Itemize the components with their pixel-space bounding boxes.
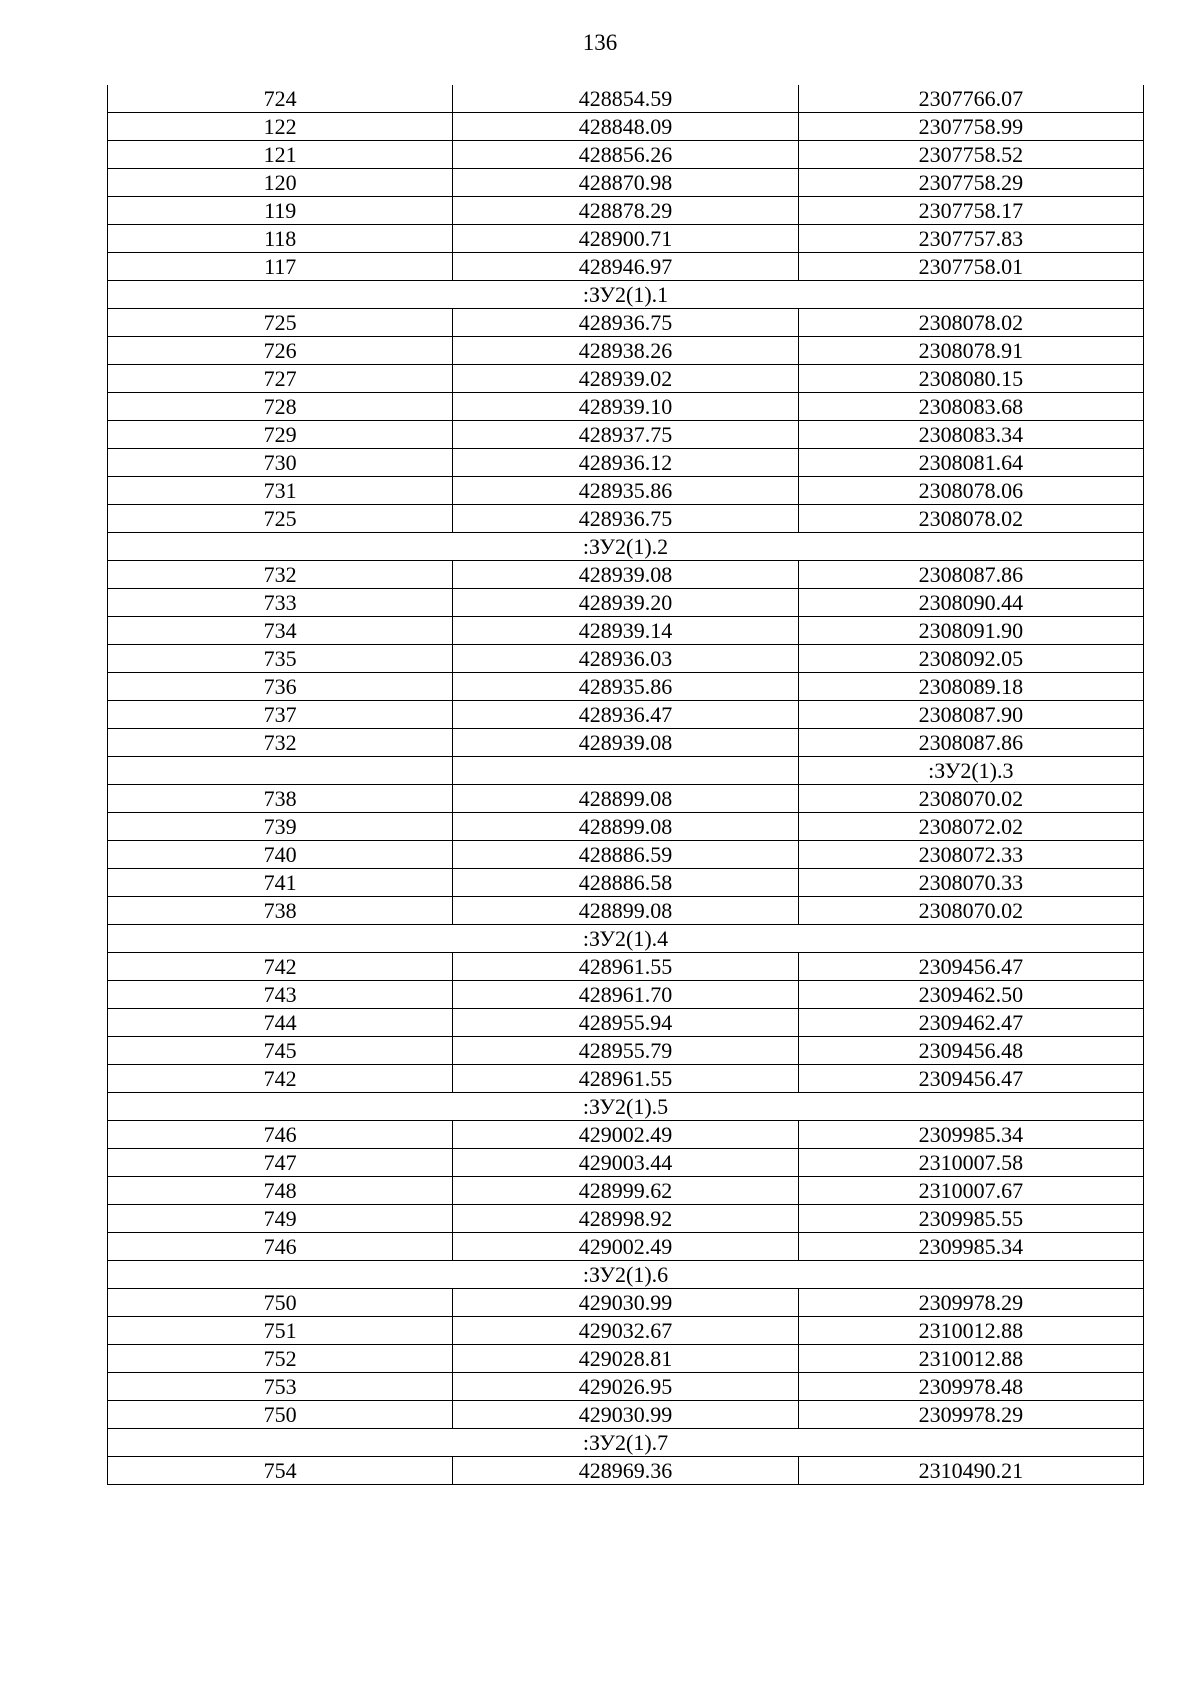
table-row xyxy=(108,645,1144,673)
y-coordinate-cell: 2309978.48 xyxy=(798,1373,1143,1401)
y-coordinate-cell: 2308070.33 xyxy=(798,869,1143,897)
y-coordinate-cell: 2308078.02 xyxy=(798,309,1143,337)
point-number-cell: 118 xyxy=(108,225,453,253)
point-number-cell: 737 xyxy=(108,701,453,729)
point-number-cell: 729 xyxy=(108,421,453,449)
x-coordinate-cell: 428937.75 xyxy=(453,421,798,449)
table-row xyxy=(108,729,1144,757)
table-row xyxy=(108,421,1144,449)
point-number-cell: 735 xyxy=(108,645,453,673)
point-number-cell: 122 xyxy=(108,113,453,141)
x-coordinate-cell: 428886.59 xyxy=(453,841,798,869)
x-coordinate-cell: 428955.94 xyxy=(453,1009,798,1037)
x-coordinate-cell: 428935.86 xyxy=(453,477,798,505)
table-row xyxy=(108,617,1144,645)
point-number-cell: 119 xyxy=(108,197,453,225)
table-row xyxy=(108,1121,1144,1149)
empty-cell xyxy=(108,757,453,785)
y-coordinate-cell: 2309978.29 xyxy=(798,1289,1143,1317)
point-number-cell: 750 xyxy=(108,1289,453,1317)
x-coordinate-cell: 429028.81 xyxy=(453,1345,798,1373)
x-coordinate-cell: 428870.98 xyxy=(453,169,798,197)
x-coordinate-cell: 428899.08 xyxy=(453,813,798,841)
point-number-cell: 738 xyxy=(108,897,453,925)
point-number-cell: 730 xyxy=(108,449,453,477)
table-row xyxy=(108,253,1144,281)
x-coordinate-cell: 428939.14 xyxy=(453,617,798,645)
section-label-cell: :ЗУ2(1).7 xyxy=(108,1429,1144,1457)
x-coordinate-cell: 428969.36 xyxy=(453,1457,798,1485)
section-header-row xyxy=(108,925,1144,953)
x-coordinate-cell: 428899.08 xyxy=(453,897,798,925)
y-coordinate-cell: 2308070.02 xyxy=(798,897,1143,925)
y-coordinate-cell: 2308087.90 xyxy=(798,701,1143,729)
point-number-cell: 731 xyxy=(108,477,453,505)
table-row xyxy=(108,1177,1144,1205)
point-number-cell: 734 xyxy=(108,617,453,645)
x-coordinate-cell: 428936.03 xyxy=(453,645,798,673)
empty-cell xyxy=(453,757,798,785)
y-coordinate-cell: 2308072.02 xyxy=(798,813,1143,841)
x-coordinate-cell: 428878.29 xyxy=(453,197,798,225)
x-coordinate-cell: 428939.08 xyxy=(453,729,798,757)
section-header-row xyxy=(108,1261,1144,1289)
x-coordinate-cell: 429002.49 xyxy=(453,1233,798,1261)
table-row xyxy=(108,309,1144,337)
x-coordinate-cell: 428936.75 xyxy=(453,309,798,337)
x-coordinate-cell: 428938.26 xyxy=(453,337,798,365)
point-number-cell: 741 xyxy=(108,869,453,897)
section-header-row xyxy=(108,1429,1144,1457)
table-row xyxy=(108,785,1144,813)
section-header-row xyxy=(108,533,1144,561)
y-coordinate-cell: 2308070.02 xyxy=(798,785,1143,813)
table-row xyxy=(108,1373,1144,1401)
point-number-cell: 740 xyxy=(108,841,453,869)
y-coordinate-cell: 2310012.88 xyxy=(798,1345,1143,1373)
y-coordinate-cell: 2308091.90 xyxy=(798,617,1143,645)
section-label-cell: :ЗУ2(1).5 xyxy=(108,1093,1144,1121)
table-row xyxy=(108,1317,1144,1345)
point-number-cell: 749 xyxy=(108,1205,453,1233)
x-coordinate-cell: 428999.62 xyxy=(453,1177,798,1205)
y-coordinate-cell: 2308089.18 xyxy=(798,673,1143,701)
table-row xyxy=(108,1037,1144,1065)
y-coordinate-cell: 2308078.06 xyxy=(798,477,1143,505)
point-number-cell: 726 xyxy=(108,337,453,365)
section-header-row xyxy=(108,1093,1144,1121)
y-coordinate-cell: 2310007.67 xyxy=(798,1177,1143,1205)
point-number-cell: 751 xyxy=(108,1317,453,1345)
table-row xyxy=(108,841,1144,869)
table-row xyxy=(108,953,1144,981)
page-number: 136 xyxy=(582,30,618,55)
y-coordinate-cell: 2308087.86 xyxy=(798,561,1143,589)
point-number-cell: 745 xyxy=(108,1037,453,1065)
y-coordinate-cell: 2307758.52 xyxy=(798,141,1143,169)
y-coordinate-cell: 2309985.55 xyxy=(798,1205,1143,1233)
point-number-cell: 744 xyxy=(108,1009,453,1037)
table-row xyxy=(108,701,1144,729)
x-coordinate-cell: 428848.09 xyxy=(453,113,798,141)
table-row xyxy=(108,589,1144,617)
point-number-cell: 121 xyxy=(108,141,453,169)
table-row xyxy=(108,1345,1144,1373)
x-coordinate-cell: 428900.71 xyxy=(453,225,798,253)
table-row xyxy=(108,449,1144,477)
y-coordinate-cell: 2307758.29 xyxy=(798,169,1143,197)
y-coordinate-cell: 2308078.91 xyxy=(798,337,1143,365)
y-coordinate-cell: 2309456.48 xyxy=(798,1037,1143,1065)
coordinates-table xyxy=(107,85,1144,1485)
point-number-cell: 742 xyxy=(108,953,453,981)
y-coordinate-cell: 2307758.17 xyxy=(798,197,1143,225)
y-coordinate-cell: 2309985.34 xyxy=(798,1121,1143,1149)
table-row xyxy=(108,337,1144,365)
point-number-cell: 732 xyxy=(108,561,453,589)
section-label-cell: :ЗУ2(1).4 xyxy=(108,925,1144,953)
x-coordinate-cell: 429030.99 xyxy=(453,1289,798,1317)
point-number-cell: 746 xyxy=(108,1233,453,1261)
point-number-cell: 752 xyxy=(108,1345,453,1373)
table-row xyxy=(108,113,1144,141)
table-row xyxy=(108,1009,1144,1037)
y-coordinate-cell: 2308087.86 xyxy=(798,729,1143,757)
table-row xyxy=(108,505,1144,533)
table-row xyxy=(108,673,1144,701)
point-number-cell: 725 xyxy=(108,309,453,337)
point-number-cell: 754 xyxy=(108,1457,453,1485)
table-row xyxy=(108,561,1144,589)
y-coordinate-cell: 2310007.58 xyxy=(798,1149,1143,1177)
table-row xyxy=(108,981,1144,1009)
table-row xyxy=(108,225,1144,253)
x-coordinate-cell: 428899.08 xyxy=(453,785,798,813)
y-coordinate-cell: 2307758.01 xyxy=(798,253,1143,281)
point-number-cell: 727 xyxy=(108,365,453,393)
section-header-row xyxy=(108,757,1144,785)
table-row xyxy=(108,1065,1144,1093)
y-coordinate-cell: 2308072.33 xyxy=(798,841,1143,869)
point-number-cell: 724 xyxy=(108,85,453,113)
section-label-cell: :ЗУ2(1).6 xyxy=(108,1261,1144,1289)
x-coordinate-cell: 428936.47 xyxy=(453,701,798,729)
table-row xyxy=(108,869,1144,897)
table-row xyxy=(108,169,1144,197)
x-coordinate-cell: 428998.92 xyxy=(453,1205,798,1233)
point-number-cell: 728 xyxy=(108,393,453,421)
table-row xyxy=(108,85,1144,113)
y-coordinate-cell: 2308090.44 xyxy=(798,589,1143,617)
point-number-cell: 725 xyxy=(108,505,453,533)
x-coordinate-cell: 428939.10 xyxy=(453,393,798,421)
point-number-cell: 742 xyxy=(108,1065,453,1093)
x-coordinate-cell: 428935.86 xyxy=(453,673,798,701)
table-row xyxy=(108,1401,1144,1429)
x-coordinate-cell: 428856.26 xyxy=(453,141,798,169)
y-coordinate-cell: 2309456.47 xyxy=(798,1065,1143,1093)
point-number-cell: 120 xyxy=(108,169,453,197)
x-coordinate-cell: 429026.95 xyxy=(453,1373,798,1401)
y-coordinate-cell: 2308078.02 xyxy=(798,505,1143,533)
point-number-cell: 117 xyxy=(108,253,453,281)
table-row xyxy=(108,813,1144,841)
point-number-cell: 736 xyxy=(108,673,453,701)
x-coordinate-cell: 429003.44 xyxy=(453,1149,798,1177)
point-number-cell: 747 xyxy=(108,1149,453,1177)
y-coordinate-cell: 2308080.15 xyxy=(798,365,1143,393)
y-coordinate-cell: 2309462.47 xyxy=(798,1009,1143,1037)
table-row xyxy=(108,1205,1144,1233)
point-number-cell: 746 xyxy=(108,1121,453,1149)
table-row xyxy=(108,393,1144,421)
x-coordinate-cell: 428939.02 xyxy=(453,365,798,393)
x-coordinate-cell: 429032.67 xyxy=(453,1317,798,1345)
y-coordinate-cell: 2309456.47 xyxy=(798,953,1143,981)
x-coordinate-cell: 428939.20 xyxy=(453,589,798,617)
table-row xyxy=(108,1233,1144,1261)
x-coordinate-cell: 429030.99 xyxy=(453,1401,798,1429)
x-coordinate-cell: 428961.55 xyxy=(453,953,798,981)
x-coordinate-cell: 428936.75 xyxy=(453,505,798,533)
point-number-cell: 738 xyxy=(108,785,453,813)
table-row xyxy=(108,1149,1144,1177)
x-coordinate-cell: 428886.58 xyxy=(453,869,798,897)
y-coordinate-cell: 2309985.34 xyxy=(798,1233,1143,1261)
x-coordinate-cell: 428961.55 xyxy=(453,1065,798,1093)
y-coordinate-cell: 2308092.05 xyxy=(798,645,1143,673)
point-number-cell: 743 xyxy=(108,981,453,1009)
table-row xyxy=(108,365,1144,393)
table-row xyxy=(108,197,1144,225)
coordinates-table-body xyxy=(108,85,1144,1485)
y-coordinate-cell: 2309978.29 xyxy=(798,1401,1143,1429)
table-row xyxy=(108,477,1144,505)
x-coordinate-cell: 429002.49 xyxy=(453,1121,798,1149)
section-label-cell: :ЗУ2(1).1 xyxy=(108,281,1144,309)
y-coordinate-cell: 2307758.99 xyxy=(798,113,1143,141)
x-coordinate-cell: 428936.12 xyxy=(453,449,798,477)
y-coordinate-cell: 2307757.83 xyxy=(798,225,1143,253)
y-coordinate-cell: 2307766.07 xyxy=(798,85,1143,113)
point-number-cell: 750 xyxy=(108,1401,453,1429)
x-coordinate-cell: 428955.79 xyxy=(453,1037,798,1065)
point-number-cell: 748 xyxy=(108,1177,453,1205)
table-row xyxy=(108,897,1144,925)
y-coordinate-cell: 2310490.21 xyxy=(798,1457,1143,1485)
point-number-cell: 733 xyxy=(108,589,453,617)
section-header-row xyxy=(108,281,1144,309)
section-label-cell: :ЗУ2(1).2 xyxy=(108,533,1144,561)
x-coordinate-cell: 428961.70 xyxy=(453,981,798,1009)
table-row xyxy=(108,1289,1144,1317)
section-label-cell: :ЗУ2(1).3 xyxy=(798,757,1143,785)
point-number-cell: 739 xyxy=(108,813,453,841)
y-coordinate-cell: 2310012.88 xyxy=(798,1317,1143,1345)
point-number-cell: 732 xyxy=(108,729,453,757)
y-coordinate-cell: 2308083.68 xyxy=(798,393,1143,421)
y-coordinate-cell: 2308083.34 xyxy=(798,421,1143,449)
x-coordinate-cell: 428946.97 xyxy=(453,253,798,281)
y-coordinate-cell: 2308081.64 xyxy=(798,449,1143,477)
table-row xyxy=(108,141,1144,169)
point-number-cell: 753 xyxy=(108,1373,453,1401)
y-coordinate-cell: 2309462.50 xyxy=(798,981,1143,1009)
table-row xyxy=(108,1457,1144,1485)
x-coordinate-cell: 428854.59 xyxy=(453,85,798,113)
x-coordinate-cell: 428939.08 xyxy=(453,561,798,589)
